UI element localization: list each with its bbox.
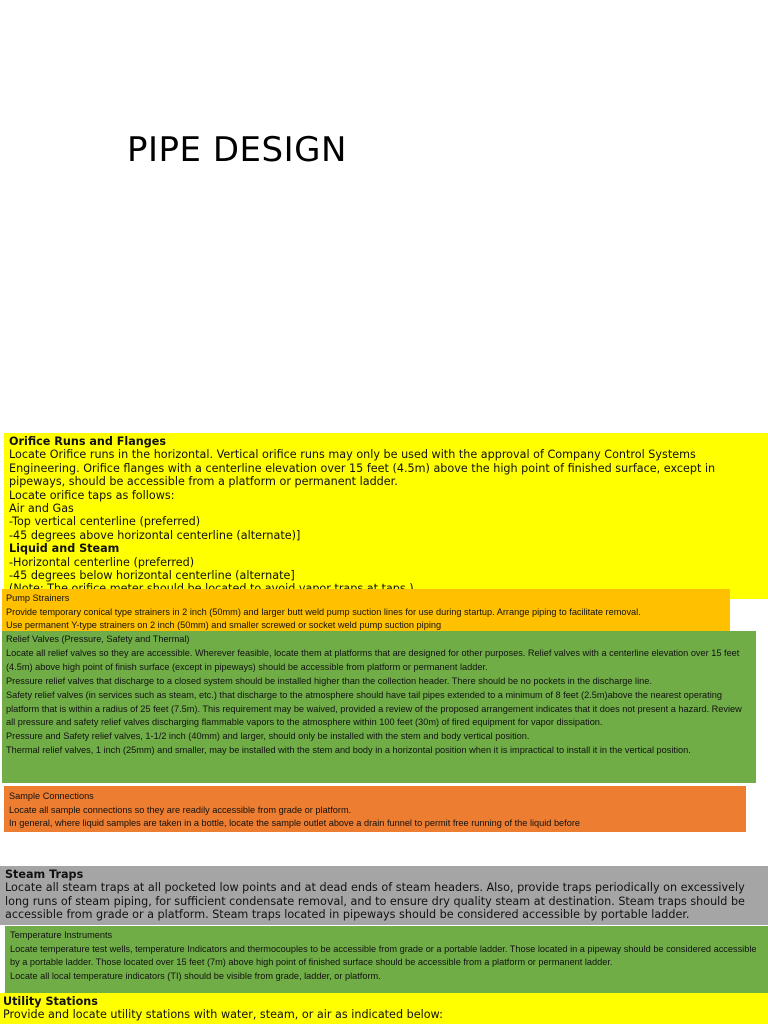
- pump-strainers-section: [2, 589, 730, 631]
- section-heading: Orifice Runs and Flanges: [9, 435, 167, 448]
- paragraph: Locate all steam traps at all pocketed low points and at dead ends of steam headers. Also, provide traps periodically on excessively long runs of steam piping, for sufficient condensate removal, and to ensure dry quality steam at destination. Steam traps should be accessible from grade or a platform. Steam traps located in pipeways should be considered accessible by portable ladder.: [5, 881, 745, 922]
- paragraph: -Top vertical centerline (preferred): [9, 515, 201, 529]
- paragraph: Locate orifice taps as follows:: [9, 488, 175, 502]
- paragraph: -45 degrees above horizontal centerline (alternate)]: [9, 528, 301, 542]
- section-heading: Sample Connections: [9, 791, 94, 801]
- paragraph: Locate temperature test wells, temperature Indicators and thermocouples to be accessible from grade or a portable ladder. Those located in a pipeway should be considered accessible by a portable ladder. Those located over 15 feet (7m) above high point of finished surface should be accessible from a platform or permanent ladder.: [10, 943, 757, 968]
- page-title: PIPE DESIGN: [127, 130, 347, 170]
- section-heading: Temperature Instruments: [10, 930, 113, 940]
- steam-traps-section: [0, 866, 768, 925]
- sample-connections-section: [4, 786, 746, 832]
- paragraph: Thermal relief valves, 1 inch (25mm) and smaller, may be installed with the stem and body in a horizontal position when it is impractical to install it in the vertical position.: [6, 745, 691, 756]
- paragraph: Pressure and Safety relief valves, 1-1/2 inch (40mm) and larger, should only be installed with the stem and body vertical position.: [6, 731, 530, 742]
- paragraph: Locate Orifice runs in the horizontal. Vertical orifice runs may only be used with the approval of Company Control Systems Engineering. Orifice flanges with a centerline elevation over 15 feet (4.5m) above the high point of finished surface, except in pipeways, should be accessible from a platform or permanent ladder.: [9, 448, 716, 489]
- relief-valves-section: [2, 631, 756, 783]
- paragraph: Provide temporary conical type strainers in 2 inch (50mm) and larger butt weld pump suction lines for use during startup. Arrange piping to facilitate removal.: [6, 606, 641, 617]
- section-heading: Pump Strainers: [6, 593, 70, 603]
- paragraph: -45 degrees below horizontal centerline (alternate]: [9, 569, 295, 583]
- orifice-runs-section: [4, 433, 768, 599]
- utility-stations-section: [0, 993, 768, 1024]
- paragraph: In general, where liquid samples are taken in a bottle, locate the sample outlet above a drain funnel to permit free running of the liquid before: [9, 818, 580, 829]
- paragraph: Locate all sample connections so they are readily accessible from grade or platform.: [9, 804, 352, 815]
- paragraph: Use permanent Y-type strainers on 2 inch (50mm) and smaller screwed or socket weld pump suction piping: [6, 620, 442, 631]
- paragraph: Locate all local temperature indicators (TI) should be visible from grade, ladder, or platform.: [10, 970, 381, 981]
- paragraph: Provide and locate utility stations with water, steam, or air as indicated below:: [3, 1008, 443, 1022]
- section-subheading: Liquid and Steam: [9, 542, 120, 556]
- paragraph: Air and Gas: [9, 502, 74, 516]
- paragraph: Locate all relief valves so they are accessible. Wherever feasible, locate them at platforms that are designed for other purposes. Relief valves with a centerline elevation over 15 feet (4.5m) above high point of finish surface (except in pipeways) should be accessible from platform or permanent ladder.: [6, 647, 740, 672]
- section-heading: Steam Traps: [5, 868, 84, 881]
- paragraph: -Horizontal centerline (preferred): [9, 555, 195, 569]
- temperature-instruments-section: [5, 926, 768, 996]
- paragraph: Safety relief valves (in services such as steam, etc.) that discharge to the atmosphere should have tail pipes extended to a minimum of 8 feet (2.5m)above the nearest operating platform that is within a radius of 25 feet (7.5m). This requirement may be waived, provided a review of the proposed arrangement indicates that it does not present a hazard. Review all pressure and safety relief valves discharging flammable vapors to the atmosphere within 100 feet (30m) of fired equipment for vapor dissipation.: [6, 689, 742, 728]
- section-heading: Relief Valves (Pressure, Safety and Thermal): [6, 634, 190, 644]
- paragraph: Pressure relief valves that discharge to a closed system should be installed higher than the collection header. There should be no pockets in the discharge line.: [6, 675, 652, 686]
- section-heading: Utility Stations: [3, 995, 98, 1008]
